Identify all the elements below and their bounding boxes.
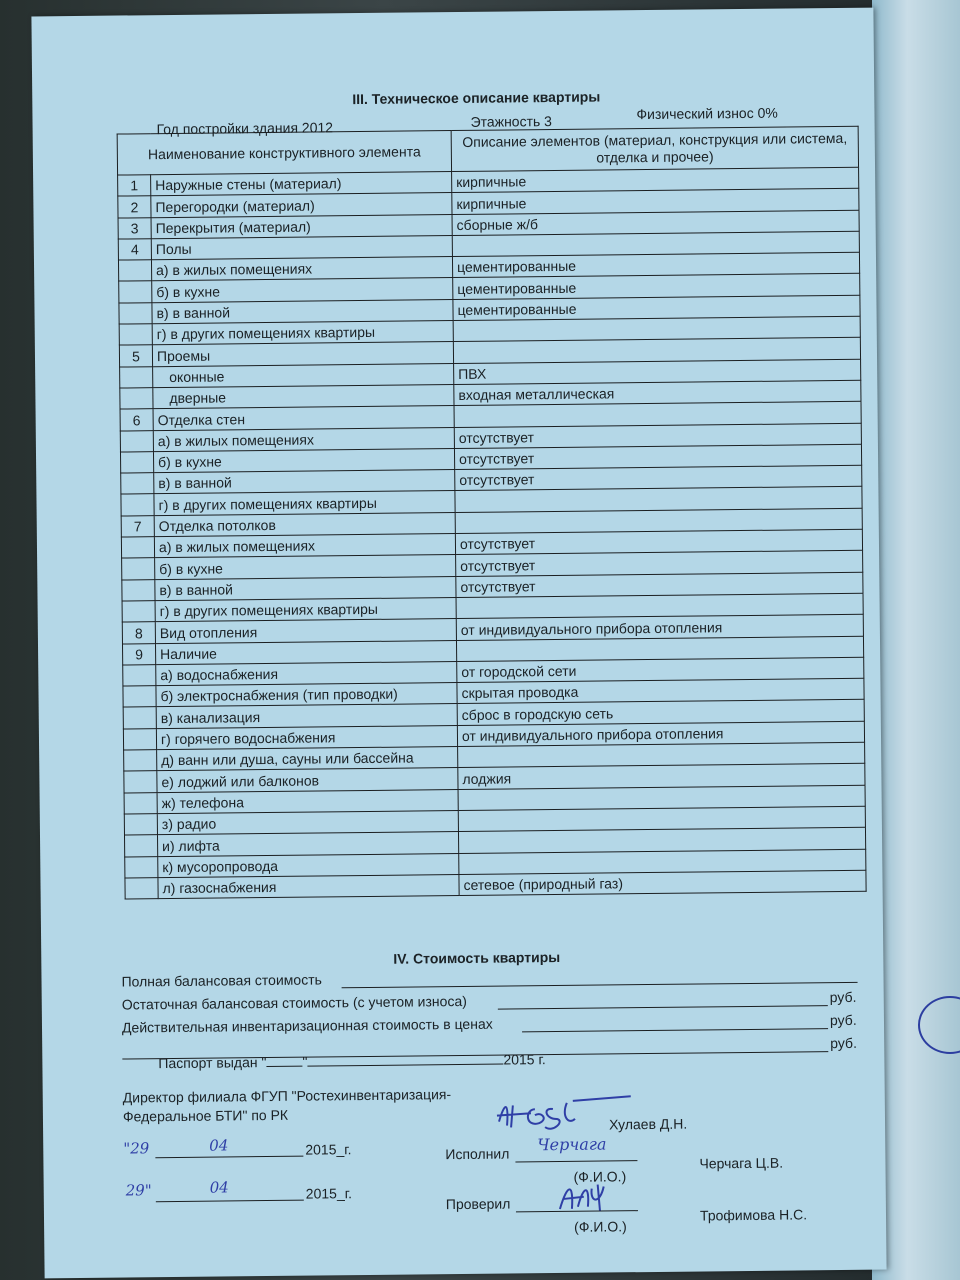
executed-name: Черчага Ц.В. [699,1154,784,1172]
row-number: 3 [118,217,151,239]
row-number: 1 [118,175,151,197]
row-element-name: Перекрытия (материал) [151,214,452,238]
header-element-description: Описание элементов (материал, конструкция или система, отделка и прочее) [451,126,858,171]
row-element-description: входная металлическая [454,380,861,406]
row-number: 7 [121,515,154,537]
checker-signature [554,1178,614,1213]
row-number: 9 [122,643,155,665]
row-element-description: цементированные [452,252,859,278]
inventory-cost-rub-2: руб. [830,1034,857,1052]
fio-label-1: (Ф.И.О.) [573,1168,627,1185]
row-element-description: сборные ж/б [452,210,859,236]
row-number [122,601,155,623]
executed-line [515,1160,637,1162]
passport-issued-label: Паспорт выдан " " 2015 г. [158,1051,546,1072]
row-element-name: з) радио [157,810,458,834]
director-name: Хулаев Д.Н. [608,1115,688,1133]
row-element-name: Наружные стены (материал) [151,172,452,196]
row-number [118,260,151,282]
row-number [124,792,157,814]
row-element-description: от индивидуального прибора отопления [456,614,863,640]
date2-month: 04 [209,1178,229,1197]
row-element-description: сброс в городскую сеть [457,700,864,726]
section-4-title: IV. Стоимость квартиры [393,948,561,967]
row-element-name: ж) телефона [157,789,458,813]
row-number [125,856,158,878]
residual-cost-label: Остаточная балансовая стоимость (с учетом износа) [121,992,467,1013]
row-element-description: скрытая проводка [457,678,864,704]
row-element-description: лоджия [458,764,865,790]
row-element-name: в) канализация [156,704,457,728]
date2-year: 2015_г. [305,1185,353,1202]
row-element-name: оконные [153,363,454,387]
executed-handwriting: Черчага [537,1134,607,1155]
date2-line [156,1200,304,1203]
row-element-description: от городской сети [457,657,864,683]
row-number [120,430,153,452]
date2-day: 29" [125,1181,152,1200]
row-element-name: и) лифта [157,832,458,856]
row-number [123,686,156,708]
row-element-description: отсутствует [455,465,862,491]
row-element-name: в) в ванной [152,299,453,323]
row-element-description: отсутствует [455,529,862,555]
row-element-description: кирпичные [452,167,859,193]
row-element-name: в) в ванной [154,470,455,494]
row-element-name: е) лоджий или балконов [157,768,458,792]
row-number [123,728,156,750]
row-number: 5 [119,345,152,367]
section-3-title: III. Техническое описание квартиры [352,88,601,108]
construction-elements-table [117,126,867,900]
build-year: Год постройки здания 2012 [156,119,334,138]
date1-day: "29 [123,1139,150,1158]
document-page [31,8,886,1279]
checked-label: Проверил [445,1195,511,1213]
row-element-name: а) в жилых помещениях [153,427,454,451]
row-element-name: б) в кухне [153,448,454,472]
row-number [124,835,157,857]
row-element-name: Отделка стен [153,406,454,430]
row-number [124,750,157,772]
row-element-name: Полы [151,235,452,259]
row-element-name: д) ванн или душа, сауны или бассейна [157,747,458,771]
header-element-name: Наименование конструктивного элемента [117,131,451,175]
row-element-name: дверные [153,385,454,409]
row-element-description: цементированные [453,274,860,300]
full-cost-label: Полная балансовая стоимость [121,971,322,990]
executed-label: Исполнил [445,1145,510,1163]
full-cost-line [342,982,858,988]
row-element-description: ПВХ [454,359,861,385]
row-number [123,665,156,687]
row-element-description: отсутствует [456,572,863,598]
checked-name: Трофимова Н.С. [699,1206,808,1224]
row-number [120,366,153,388]
inventory-cost-label: Действительная инвентаризационная стоимость в ценах [121,1015,493,1036]
row-element-name: б) в кухне [152,278,453,302]
residual-cost-rub: руб. [829,988,857,1006]
row-number [121,537,154,559]
row-element-name: б) в кухне [155,555,456,579]
date1-year: 2015_г. [305,1141,352,1158]
row-number [122,579,155,601]
row-element-name: Отделка потолков [154,512,455,536]
row-number [119,281,152,303]
director-title-line1: Директор филиала ФГУП "Ростехинвентаризация- [122,1086,452,1106]
row-element-description: сетевое (природный газ) [459,870,866,896]
row-number: 8 [122,622,155,644]
row-element-description: отсутствует [456,551,863,577]
row-element-name: г) в других помещениях квартиры [152,321,453,345]
row-element-name: а) в жилых помещениях [151,257,452,281]
fio-label-2: (Ф.И.О.) [574,1218,627,1235]
residual-cost-line [498,1005,828,1009]
floor-count: Этажность 3 [470,112,552,130]
inventory-cost-line [522,1028,828,1032]
row-number [119,324,152,346]
row-number [122,558,155,580]
row-element-name: г) горячего водоснабжения [156,725,457,749]
director-title-line2: Федеральное БТИ" по РК [122,1106,289,1125]
row-element-description: отсутствует [454,444,861,470]
row-number [120,388,153,410]
row-number: 4 [118,239,151,261]
row-element-name: г) в других помещениях квартиры [154,491,455,515]
row-element-description: кирпичные [452,189,859,215]
row-element-description: цементированные [453,295,860,321]
row-element-name: к) мусоропровода [158,853,459,877]
row-number: 2 [118,196,151,218]
adjacent-page-edge [872,0,960,1280]
date1-line [155,1156,303,1159]
row-element-description: от индивидуального прибора отопления [457,721,864,747]
row-element-name: а) водоснабжения [156,661,457,685]
row-element-name: б) электроснабжения (тип проводки) [156,683,457,707]
row-element-description: отсутствует [454,423,861,449]
date1-month: 04 [209,1136,229,1155]
row-element-name: в) в ванной [155,576,456,600]
row-number [119,302,152,324]
row-number: 6 [120,409,153,431]
row-element-name: Перегородки (материал) [151,193,452,217]
row-number [124,814,157,836]
row-element-name: Наличие [155,640,456,664]
row-number [123,707,156,729]
physical-wear: Физический износ 0% [636,104,778,123]
row-number [125,877,158,899]
row-element-name: а) в жилых помещениях [154,534,455,558]
row-number [120,452,153,474]
row-number [121,473,154,495]
row-number [121,494,154,516]
row-element-name: г) в других помещениях квартиры [155,597,456,621]
row-number [124,771,157,793]
row-element-name: Проемы [152,342,453,366]
row-element-name: л) газоснабжения [158,874,459,898]
inventory-cost-rub: руб. [829,1011,857,1029]
row-element-name: Вид отопления [155,619,456,643]
